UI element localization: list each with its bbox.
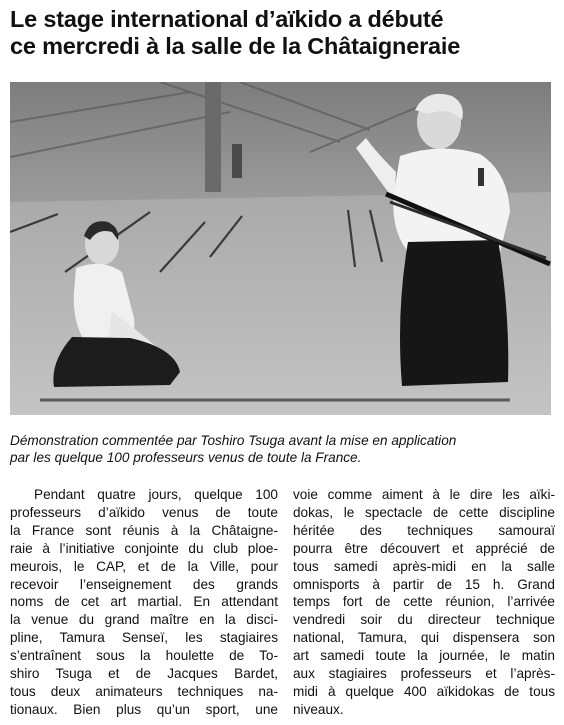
article-headline (10, 6, 555, 60)
body-line: meurois, le CAP, et de la Ville, pour (10, 558, 278, 574)
body-line: national, Tamura, qui dispensera son (293, 630, 555, 646)
body-line: noms de cet art martial. En attendant (10, 594, 278, 610)
body-line: la France sont réunis à la Châtaigne- (10, 522, 278, 538)
body-line: midi à quelque 400 aïkidokas de tous (293, 683, 555, 699)
article-body-left-column (10, 486, 278, 719)
body-line: omnisports à partir de 15 h. Grand (293, 576, 555, 592)
body-line: raie à l’initiative conjointe du club ploe- (10, 540, 278, 556)
body-line: aux stagiaires professeurs et l’après- (293, 666, 555, 682)
article-photo (10, 82, 551, 415)
body-line: tionaux. Bien plus qu’un sport, une (10, 701, 278, 717)
body-line: héritée des techniques samouraï (293, 522, 555, 538)
body-line: vendredi soir du directeur technique (293, 612, 555, 628)
body-line: s’entraînent sous la houlette de To- (10, 648, 278, 664)
body-line: tous deux animateurs techniques na- (10, 683, 278, 699)
body-line: voie comme aiment à le dire les aïki- (293, 487, 555, 502)
body-line: pourra être découvert et apprécié de (293, 540, 555, 556)
caption-line: Démonstration commentée par Toshiro Tsuga avant la mise en application (10, 433, 457, 448)
body-line: pline, Tamura Senseï, les stagiaires (10, 630, 278, 646)
body-line: shiro Tsuga et de Jacques Bardet, (10, 666, 278, 682)
body-line: professeurs d’aïkido venus de toute (10, 504, 278, 520)
body-line: la venue du grand maître en la disci- (10, 612, 278, 628)
body-line: niveaux. (293, 701, 344, 717)
body-line: temps fort de cette réunion, l’arrivée (293, 594, 555, 610)
photo-caption (10, 432, 555, 466)
caption-line: par les quelque 100 professeurs venus de toute la France. (10, 450, 362, 465)
headline-line: Le stage international d’aïkido a débuté (10, 6, 444, 32)
body-line: Pendant quatre jours, quelque 100 (34, 487, 278, 502)
article-body-right-column (293, 486, 555, 719)
body-line: dokas, le spectacle de cette discipline (293, 504, 555, 520)
body-line: art samedi toute la journée, le matin (293, 648, 555, 664)
headline-line: ce mercredi à la salle de la Châtaigneraie (10, 33, 461, 59)
body-line: recevoir l’enseignement des grands (10, 576, 278, 592)
body-line: tous samedi après-midi en la salle (293, 558, 555, 574)
